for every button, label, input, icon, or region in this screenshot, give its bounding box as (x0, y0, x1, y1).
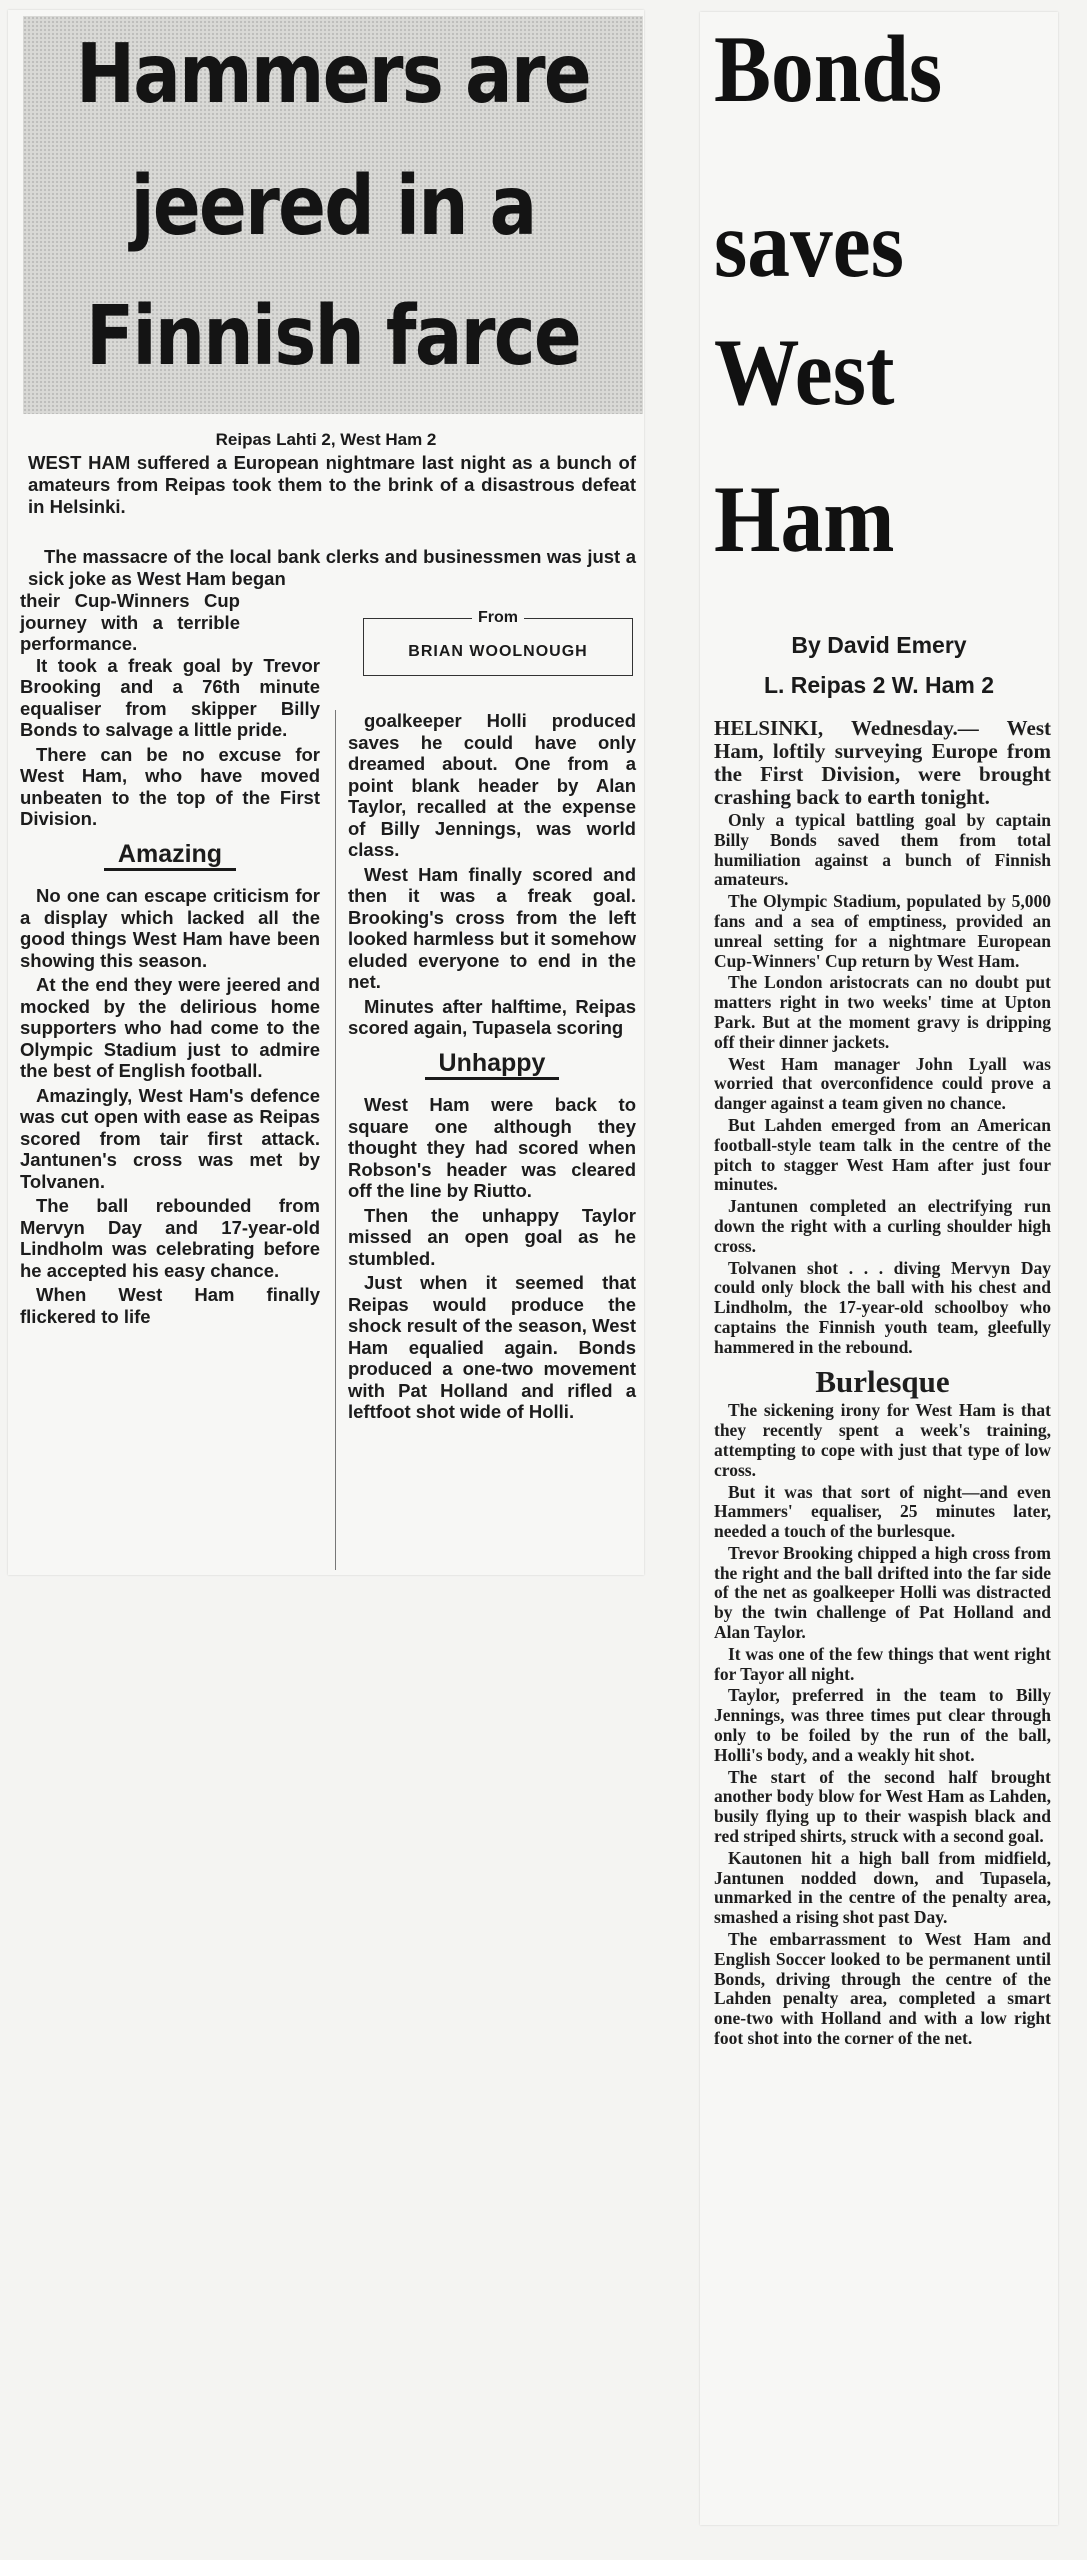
right-article-body (714, 717, 1051, 2051)
headline-word-1: Bonds (714, 16, 943, 122)
body-para: The start of the second half brought another body blow for West Ham as Lahden, busily flying up to their waspish black and red striped shirts, struck with a second goal. (714, 1766, 1051, 1847)
col2-para: Then the unhappy Taylor missed an open goal as he stumbled. (348, 1204, 636, 1269)
byline-from: From (472, 609, 524, 626)
col2-para: West Ham finally scored and then it was a freak goal. Brooking's cross from the left looked harmless but it somehow eluded everyone to end in the net. (348, 863, 636, 992)
byline-name: BRIAN WOOLNOUGH (408, 643, 588, 660)
col1-para: At the end they were jeered and mocked by the delirious home supporters who had come to the Olympic Stadium just to admire the best of English football. (20, 974, 320, 1081)
headline-line-1: Hammers are (76, 27, 590, 122)
body-para: HELSINKI, Wednesday.— West Ham, loftily surveying Europe from the First Division, were brought crashing back to earth tonight. (714, 716, 1051, 809)
col1-para: The ball rebounded from Mervyn Day and 17-year-old Lindholm was celebrating before he accepted his easy chance. (20, 1195, 320, 1281)
body-para: Only a typical battling goal by captain Billy Bonds saved them from total humiliation against a bunch of Finnish amateurs. (714, 810, 1051, 890)
headline-word-4: Ham (714, 466, 895, 572)
body-para: But Lahden emerged from an American football-style team talk in the centre of the pitch to stagger West Ham after just four minutes. (714, 1114, 1051, 1195)
col2-para: Just when it seemed that Reipas would produce the shock result of the season, West Ham equalied again. Bonds produced a one-two movement with Pat Holland and rifled a leftfoot shot wide of Holli. (348, 1272, 636, 1422)
intro-paragraph: WEST HAM suffered a European nightmare last night as a bunch of amateurs from Reipas took them to the brink of a disastrous defeat in Helsinki. (28, 452, 636, 517)
col1-para: No one can escape criticism for a display which lacked all the good things West Ham have been showing this season. (20, 885, 320, 971)
col1-para: There can be no excuse for West Ham, who have moved unbeaten to the top of the First Division. (20, 743, 320, 829)
col2-para: West Ham were back to square one although they thought they had scored when Robson's header was cleared off the line by Riutto. (348, 1094, 636, 1201)
col1-lead: their Cup-Winners Cup journey with a terrible performance. (20, 590, 240, 654)
col1-para: Amazingly, West Ham's defence was cut open with ease as Reipas scored from tair first attack. Jantunen's cross was met by Tolvanen. (20, 1084, 320, 1192)
body-para: Taylor, preferred in the team to Billy Jennings, was three times put clear through only to be foiled by the run of the ball, Holli's body, and a weakly hit shot. (714, 1685, 1051, 1765)
byline-box (363, 609, 633, 676)
body-para: It was one of the few things that went right for Tayor all night. (714, 1643, 1051, 1684)
headline-word-2: saves (714, 191, 904, 297)
col2-para: Minutes after halftime, Reipas scored again, Tupasela scoring (348, 995, 636, 1038)
headline-box (23, 16, 643, 414)
score: L. Reipas 2 W. Ham 2 (763, 672, 995, 698)
col1-para: When West Ham finally flickered to life (20, 1284, 320, 1327)
body-para: Kautonen hit a high ball from midfield, Jantunen nodded down, and Tupasela, unmarked in the centre of the penalty area, smashed a rising shot past Day. (714, 1847, 1051, 1928)
body-para: Trevor Brooking chipped a high cross from the right and the ball drifted into the far side of the net as goalkeeper Holli was distracted by the twin challenge of Pat Holland and Alan Taylor. (714, 1542, 1051, 1643)
body-para: The sickening irony for West Ham is that they recently spent a week's training, attempting to cope with just that type of low cross. (714, 1400, 1051, 1480)
body-para: But it was that sort of night—and even Hammers' equaliser, 25 minutes later, needed a touch of the burlesque. (714, 1481, 1051, 1542)
body-para: Jantunen completed an electrifying run down the right with a curling shoulder high cross. (714, 1196, 1051, 1256)
body-para: The London aristocrats can no doubt put matters right in two weeks' time at Upton Park. But at the moment gravy is dripping off their dinner jackets. (714, 972, 1051, 1052)
scoreline: Reipas Lahti 2, West Ham 2 (215, 430, 437, 449)
byline: By David Emery (791, 632, 967, 658)
headline-line-3: Finnish farce (86, 289, 580, 384)
headline-line-2: jeered in a (130, 159, 536, 254)
subhead-unhappy: Unhappy (348, 1053, 636, 1081)
headline-word-3: West (714, 319, 895, 425)
intro-paragraph-2: The massacre of the local bank clerks and businessmen was just a sick joke as West Ham began (28, 546, 636, 589)
col1-para: It took a freak goal by Trevor Brooking and a 76th minute equaliser from skipper Billy Bonds to salvage a little pride. (20, 654, 320, 740)
body-para: Tolvanen shot . . . diving Mervyn Day could only block the ball with his chest and Lindholm, the 17-year-old schoolboy who captains the Finnish youth team, gleefully hammered in the rebound. (714, 1257, 1051, 1357)
left-article-column-2 (348, 710, 636, 1426)
right-clipping (700, 12, 1058, 2525)
subhead-amazing: Amazing (20, 844, 320, 872)
subhead-burlesque: Burlesque (815, 1363, 950, 1399)
body-para: The embarrassment to West Ham and English Soccer looked to be permanent until Bonds, driving through the centre of the Lahden penalty area, completed a smart one-two with Holland and with a low right foot shot into the corner of the net. (714, 1929, 1051, 2049)
left-clipping (8, 10, 644, 1575)
col2-para: goalkeeper Holli produced saves he could have only dreamed about. One from a point blank header by Alan Taylor, recalled at the expense of Billy Jennings, was world class. (348, 710, 636, 860)
body-para: The Olympic Stadium, populated by 5,000 fans and a sea of emptiness, provided an unreal setting for a nightmare European Cup-Winners' Cup return by West Ham. (714, 891, 1051, 971)
body-para: West Ham manager John Lyall was worried that overconfidence could prove a danger against a team given no chance. (714, 1053, 1051, 1114)
left-article-column-1 (20, 590, 320, 1330)
column-rule (335, 710, 336, 1570)
